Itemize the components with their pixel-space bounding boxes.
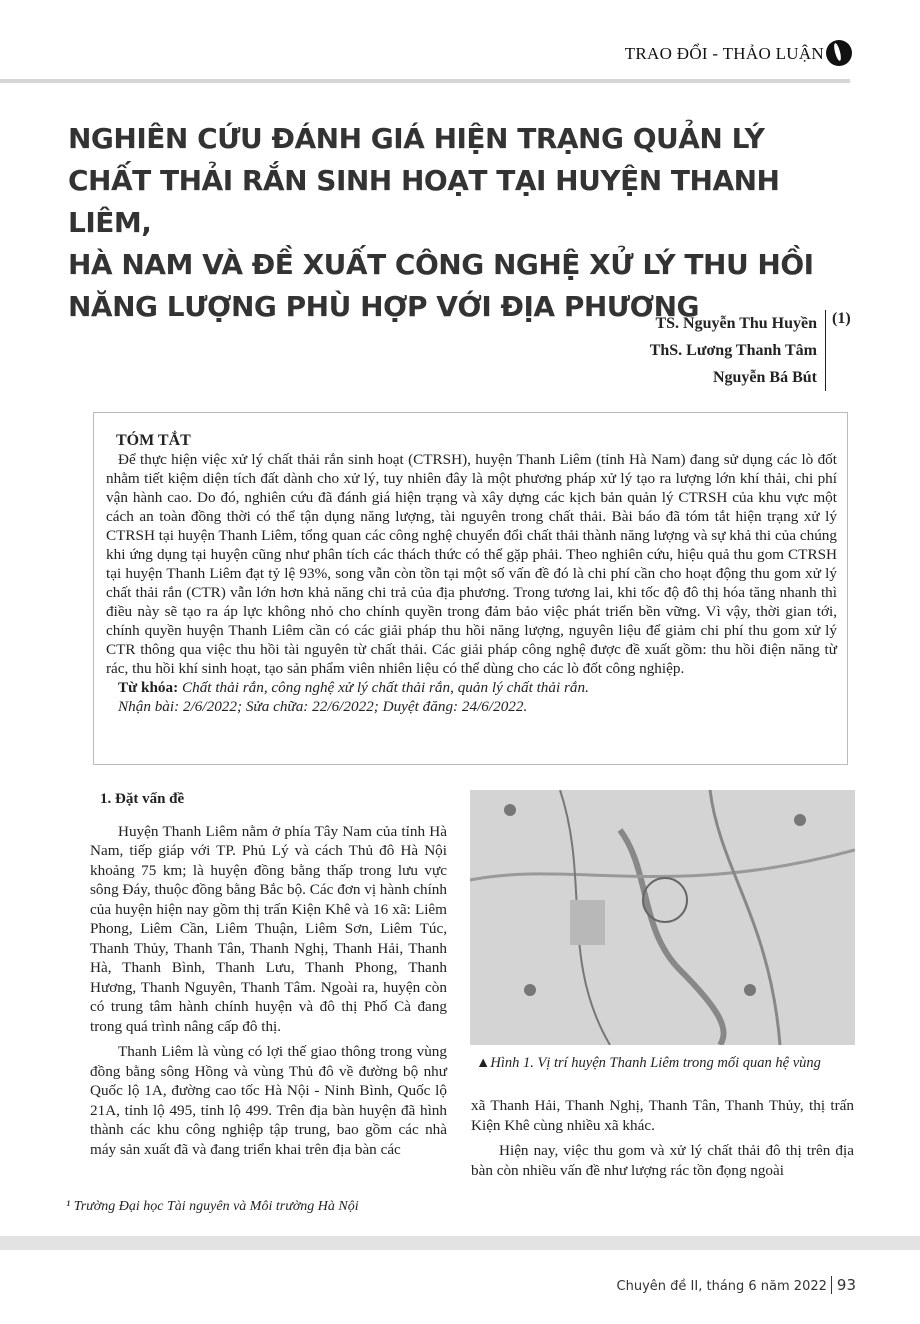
issue-label: Chuyên đề II, tháng 6 năm 2022	[616, 1279, 827, 1294]
section-heading: 1. Đặt vấn đề	[100, 791, 185, 807]
section-logo-icon	[826, 40, 852, 66]
right-column	[471, 1096, 854, 1186]
footer-band	[0, 1236, 920, 1250]
page-footer	[617, 1276, 856, 1294]
paragraph: Hiện nay, việc thu gom và xử lý chất thải đô thị trên địa bàn còn nhiều vấn đề như lượng rác tồn đọng ngoài	[471, 1142, 854, 1179]
dates-text: Nhận bài: 2/6/2022; Sửa chữa: 22/6/2022; Duyệt đăng: 24/6/2022.	[118, 698, 528, 715]
paragraph: xã Thanh Hải, Thanh Nghị, Thanh Tân, Thanh Thủy, thị trấn Kiện Khê cùng nhiều xã khác.	[471, 1097, 854, 1134]
title-line: HÀ NAM VÀ ĐỀ XUẤT CÔNG NGHỆ XỬ LÝ THU HỒI	[68, 248, 814, 281]
abstract-heading: TÓM TẮT	[116, 432, 191, 449]
title-line: CHẤT THẢI RẮN SINH HOẠT TẠI HUYỆN THANH LIÊM,	[68, 164, 780, 239]
keywords-text: Chất thải rắn, công nghệ xử lý chất thải rắn, quản lý chất thải rắn.	[181, 679, 589, 696]
page-number: 93	[831, 1276, 856, 1294]
article-title	[68, 118, 868, 328]
title-line: NGHIÊN CỨU ĐÁNH GIÁ HIỆN TRẠNG QUẢN LÝ	[68, 122, 765, 155]
title-line: NĂNG LƯỢNG PHÙ HỢP VỚI ĐỊA PHƯƠNG	[68, 290, 700, 323]
abstract-box	[93, 412, 848, 765]
author-list	[650, 310, 826, 391]
header-rule	[0, 79, 850, 83]
author: ThS. Lương Thanh Tâm	[649, 342, 817, 359]
footnote: ¹ Trường Đại học Tài nguyên và Môi trường Hà Nội	[66, 1199, 359, 1214]
section-header: TRAO ĐỔI - THẢO LUẬN	[624, 44, 824, 63]
affiliation-mark: (1)	[832, 310, 851, 327]
left-column	[90, 790, 447, 1165]
author: TS. Nguyễn Thu Huyền	[655, 315, 817, 332]
keywords-label: Từ khóa:	[118, 679, 179, 696]
figure-map-image	[470, 790, 855, 1045]
paragraph: Thanh Liêm là vùng có lợi thế giao thông trong vùng đồng bằng sông Hồng và vùng Thủ đô về đường bộ như Quốc lộ 1A, đường cao tốc Hà Nội - Ninh Bình, Quốc lộ 21A, tỉnh lộ 495, tỉnh lộ 499. Trên địa bàn huyện đã hình thành các khu công nghiệp tập trung, bao gồm các nhà máy sản xuất đã và đang triển khai trên địa bàn các	[90, 1043, 447, 1158]
figure-caption: ▲Hình 1. Vị trí huyện Thanh Liêm trong mối quan hệ vùng	[476, 1055, 821, 1071]
keywords	[106, 678, 837, 697]
map-illustration	[470, 790, 855, 1045]
article-dates	[106, 697, 837, 716]
author: Nguyễn Bá Bút	[712, 369, 817, 386]
abstract-body: Để thực hiện việc xử lý chất thải rắn sinh hoạt (CTRSH), huyện Thanh Liêm (tỉnh Hà Nam) đang sử dụng các lò đốt nhằm tiết kiệm diện tích đất dành cho xử lý, tuy nhiên đây là một phương pháp xử lý tạo ra lượng lớn khí thải, chi phí vận hành cao. Do đó, nghiên cứu đã đánh giá hiện trạng và xây dựng các kịch bản quản lý CTRSH của khu vực một cách an toàn đồng thời có thể tận dụng năng lượng, tài nguyên trong chất thải. Bài báo đã tóm tắt hiện trạng xử lý CTRSH tại huyện Thanh Liêm, tổng quan các công nghệ chuyển đổi chất thải thành năng lượng và sự khả thi của chúng khi ứng dụng tại huyện cũng như phân tích các thách thức có thể gặp phải. Theo nghiên cứu, hiệu quả thu gom CTRSH tại huyện Thanh Liêm đạt tỷ lệ 93%, song vẫn còn tồn tại một số vấn đề đó là chi phí cần cho hoạt động thu gom xử lý chất thải rắn (CTR) vẫn lớn hơn khả năng chi trả của địa phương. Trong tương lai, khi tốc độ đô thị hóa tăng nhanh thì điều này sẽ tạo ra áp lực không nhỏ cho chính quyền trong đảm bảo việc phát triển bền vững. Vì vậy, thời gian tới, chính quyền huyện Thanh Liêm cần có các giải pháp thu hồi năng lượng, nguyên liệu để giảm chi phí thu gom xử lý CTR thông qua việc thu hồi tài nguyên từ chất thải. Các giải pháp công nghệ được đề xuất gồm: thu hồi điện năng từ rác, thu hồi khí sinh hoạt, tạo sản phẩm viên nhiên liệu có thể dùng cho các lò đốt công nghiệp.	[106, 451, 837, 677]
paragraph: Huyện Thanh Liêm nằm ở phía Tây Nam của tỉnh Hà Nam, tiếp giáp với TP. Phủ Lý và cách Thủ đô Hà Nội khoảng 75 km; là huyện đồng bằng thấp trong lưu vực sông Đáy, thuộc đồng bằng Bắc bộ. Các đơn vị hành chính của huyện hiện nay gồm thị trấn Kiện Khê và 16 xã: Liêm Phong, Liêm Cần, Liêm Thuận, Liêm Sơn, Liêm Túc, Thanh Thủy, Thanh Tân, Thanh Nghị, Thanh Hải, Thanh Hà, Thanh Bình, Thanh Lưu, Thanh Phong, Thanh Hương, Thanh Nguyên, Thanh Tâm. Ngoài ra, huyện còn có trung tâm hành chính huyện và đô thị Phố Cà đang trong quá trình nâng cấp đô thị.	[90, 822, 447, 1035]
